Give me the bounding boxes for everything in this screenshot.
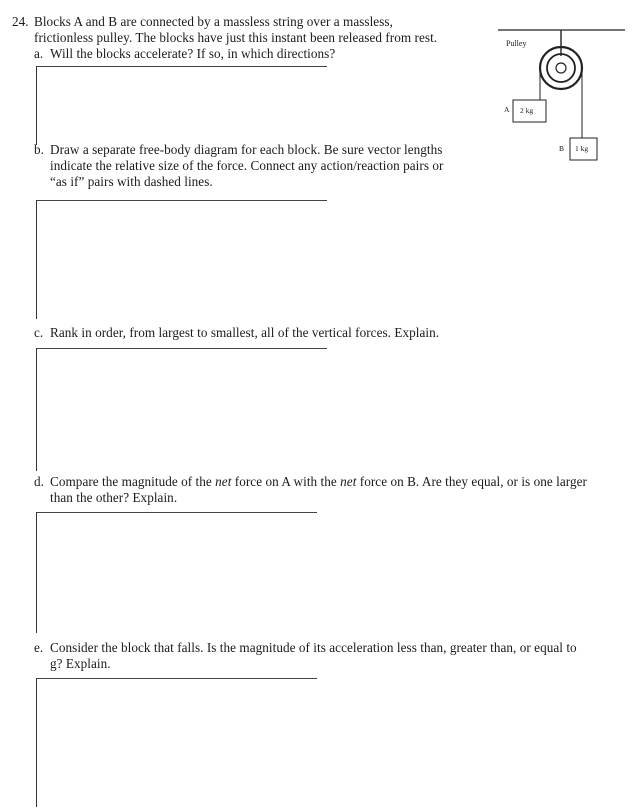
- part-d-text-pre: Compare the magnitude of the: [50, 474, 216, 489]
- part-c-label: c.: [34, 325, 44, 340]
- pulley-axle: [556, 63, 566, 73]
- question-number: 24.: [12, 14, 29, 29]
- part-a-label: a.: [34, 46, 44, 61]
- part-b-line-3: “as if” pairs with dashed lines.: [50, 174, 213, 189]
- block-a-mass: 2 kg: [520, 106, 534, 115]
- part-c: [34, 325, 504, 341]
- part-b-line-2: indicate the relative size of the force. Connect any action/reaction pairs or: [50, 158, 444, 173]
- part-d-line-2: than the other? Explain.: [50, 490, 178, 505]
- question-stem: [34, 14, 484, 46]
- part-a-text: Will the blocks accelerate? If so, in which directions?: [50, 46, 336, 61]
- part-d-net-1: net: [215, 474, 232, 489]
- part-b: [34, 142, 504, 190]
- answer-box-e[interactable]: [36, 678, 317, 807]
- stem-line-1: Blocks A and B are connected by a massless string over a massless,: [34, 14, 393, 29]
- answer-box-d[interactable]: [36, 512, 317, 633]
- block-b-letter: B: [559, 144, 565, 153]
- pulley-diagram: [490, 18, 640, 168]
- part-e-line-2: g? Explain.: [50, 656, 111, 671]
- answer-box-c[interactable]: [36, 348, 327, 471]
- pulley-label: Pulley: [506, 39, 527, 48]
- stem-line-2: frictionless pulley. The blocks have just this instant been released from rest.: [34, 30, 438, 45]
- part-c-text: Rank in order, from largest to smallest, all of the vertical forces. Explain.: [50, 325, 440, 340]
- part-b-line-1: Draw a separate free-body diagram for each block. Be sure vector lengths: [50, 142, 443, 157]
- part-d: [34, 474, 634, 506]
- pulley-wheel-inner: [547, 54, 575, 82]
- answer-box-a[interactable]: [36, 66, 327, 145]
- part-e-line-1: Consider the block that falls. Is the magnitude of its acceleration less than, greater than, or equal to: [50, 640, 577, 655]
- part-a: [34, 46, 484, 62]
- part-e: [34, 640, 634, 672]
- part-d-net-2: net: [340, 474, 357, 489]
- part-b-label: b.: [34, 142, 44, 157]
- part-d-text-mid: force on A with the: [231, 474, 341, 489]
- part-d-text-post: force on B. Are they equal, or is one larger: [356, 474, 587, 489]
- part-e-label: e.: [34, 640, 44, 655]
- block-a-letter: A: [504, 105, 510, 114]
- answer-box-b[interactable]: [36, 200, 327, 319]
- block-b-mass: 1 kg: [575, 144, 589, 153]
- part-d-label: d.: [34, 474, 44, 489]
